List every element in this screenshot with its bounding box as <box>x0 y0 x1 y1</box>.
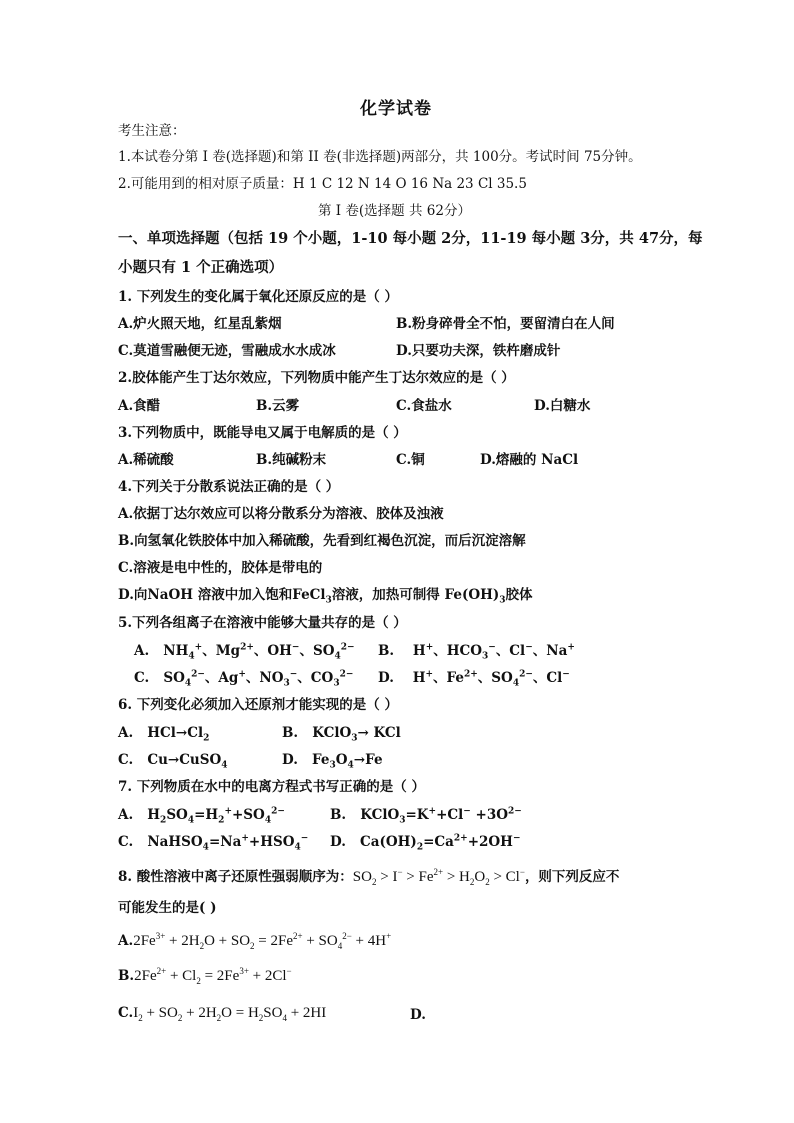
section-heading-line-1: 一、单项选择题（包括 19 个小题，1-10 每小题 2分，11-19 每小题 3分，共 47分，每 <box>118 230 703 247</box>
question-2-option-b: B.云雾 <box>256 398 300 414</box>
question-1-option-b: B.粉身碎骨全不怕，要留清白在人间 <box>396 316 615 332</box>
page-title: 化学试卷 <box>360 99 432 119</box>
question-8-option-a: $A.2Fe^{3+} + 2H_2O + SO_2 = 2Fe^{2+} + SO_4^{2-} + 4H^+$ <box>118 931 392 951</box>
notice-item-2: 2.可能用到的相对原子质量：H 1 C 12 N 14 O 16 Na 23 Cl 35.5 <box>118 176 527 192</box>
question-8-option-d: D. <box>410 1007 426 1023</box>
question-5-option-c: C. $SO_4^{2-}$、Ag+、$NO_3^-$、$CO_3^{2-}$ <box>134 669 354 689</box>
question-8-stem-line-2: 可能发生的是( ) <box>118 900 217 916</box>
question-6-option-b: B. KClO$_3$→ KCl <box>282 725 401 744</box>
question-2-option-d: D.白糖水 <box>534 398 591 414</box>
notice-item-1: 1.本试卷分第 I 卷(选择题)和第 II 卷(非选择题)两部分，共 100分。考试时间 75分钟。 <box>118 149 642 165</box>
question-4-option-c: C.溶液是电中性的，胶体是带电的 <box>118 560 323 576</box>
question-7-option-a: A. $H_2SO_4=H_2^++SO_4^{2-}$ <box>118 806 285 826</box>
question-3-stem: 3.下列物质中，既能导电又属于电解质的是（ ） <box>118 425 407 441</box>
question-5-stem: 5.下列各组离子在溶液中能够大量共存的是（ ） <box>118 615 407 631</box>
question-3-option-d: D.熔融的 NaCl <box>480 452 579 468</box>
question-6-option-d: D. $Fe_3O_4\to Fe$ <box>282 752 383 771</box>
question-7-option-b: B. KClO$_3$=K++Cl− $+3O^{2-}$ <box>330 806 522 826</box>
question-2-option-a: A.食醋 <box>118 398 161 414</box>
section-heading-line-2: 小题只有 1 个正确选项） <box>118 259 284 276</box>
question-8-option-b: $B.2Fe^{2+} + Cl_2 = 2Fe^{3+} + 2Cl^-$ <box>118 966 292 986</box>
question-4-stem: 4.下列关于分散系说法正确的是（ ） <box>118 479 340 495</box>
question-4-option-a: A.依据丁达尔效应可以将分散系分为溶液、胶体及浊液 <box>118 506 444 522</box>
question-3-option-b: B.纯碱粉末 <box>256 452 327 468</box>
volume-title: 第 I 卷(选择题 共 62分） <box>318 203 471 219</box>
question-2-option-c: C.食盐水 <box>396 398 452 414</box>
question-7-stem: 7. 下列物质在水中的电离方程式书写正确的是（ ） <box>118 779 425 795</box>
question-6-option-a: A. $HCl\to Cl_2$ <box>118 725 210 744</box>
question-4-option-b: B.向氢氧化铁胶体中加入稀硫酸，先看到红褐色沉淀，而后沉淀溶解 <box>118 533 526 549</box>
question-5-option-a: A. $NH_4^+$、$Mg^{2+}$、OH−、$SO_4^{2-}$ <box>134 642 355 662</box>
question-1-option-a: A.炉火照天地，红星乱紫烟 <box>118 316 282 332</box>
question-8-stem: 8. 酸性溶液中离子还原性强弱顺序为：$SO_2 > I^- > Fe^{2+} > H_2O_2 > Cl^-$，则下列反应不 <box>118 867 620 887</box>
question-4-option-d: D.向NaOH 溶液中加入饱和FeCl$_3$溶液，加热可制得 $Fe(OH)_3$胶体 <box>118 587 533 606</box>
question-5-option-d: D. H+、$Fe^{2+}$、$SO_4^{2-}$、Cl− <box>378 669 570 689</box>
question-1-stem: 1. 下列发生的变化属于氧化还原反应的是（ ） <box>118 289 398 305</box>
question-7-option-c: C. $NaHSO_4=Na^++HSO_4^-$ <box>118 833 309 853</box>
question-1-option-c: C.莫道雪融便无迹，雪融成水水成冰 <box>118 343 336 359</box>
question-2-stem: 2.胶体能产生丁达尔效应，下列物质中能产生丁达尔效应的是（ ） <box>118 370 515 386</box>
question-3-option-a: A.稀硫酸 <box>118 452 174 468</box>
question-6-option-c: C. Cu→CuSO$_4$ <box>118 752 228 771</box>
question-1-option-d: D.只要功夫深，铁杵磨成针 <box>396 343 561 359</box>
question-8-option-c: $C.I_2 + SO_2 + 2H_2O = H_2SO_4 + 2HI$ <box>118 1005 327 1023</box>
question-7-option-d: D. $Ca(OH)_2=Ca^{2+}+2OH^-$ <box>330 833 521 853</box>
question-5-option-b: B. H+、$HCO_3^-$、Cl−、Na+ <box>378 642 575 662</box>
question-3-option-c: C.铜 <box>396 452 425 468</box>
question-6-stem: 6. 下列变化必须加入还原剂才能实现的是（ ） <box>118 697 398 713</box>
notice-header: 考生注意： <box>118 123 186 139</box>
